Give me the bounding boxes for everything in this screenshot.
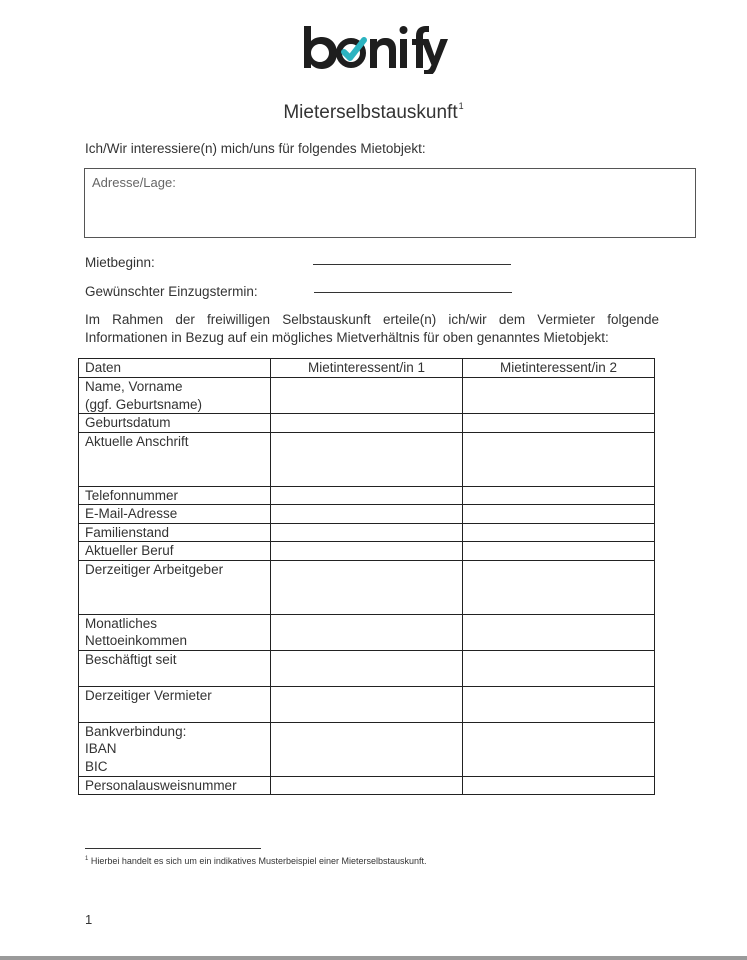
table-row	[79, 523, 655, 542]
table-row	[79, 614, 655, 650]
cell-applicant-1-name[interactable]	[271, 378, 463, 414]
cell-applicant-2-name[interactable]	[463, 378, 655, 414]
row-label-bankverbindung: Bankverbindung: IBAN BIC	[79, 722, 271, 776]
applicant-data-table	[78, 358, 655, 795]
page-bottom-border	[0, 956, 747, 960]
row-label-anschrift: Aktuelle Anschrift	[79, 432, 271, 486]
cell-applicant-2-einkommen[interactable]	[463, 614, 655, 650]
row-label-email: E-Mail-Adresse	[79, 505, 271, 524]
footnote-text: Hierbei handelt es sich um ein indikatives Musterbeispiel einer Mieterselbstauskunft.	[90, 856, 427, 866]
cell-applicant-2-beruf[interactable]	[463, 542, 655, 561]
cell-applicant-1-geburtsdatum[interactable]	[271, 414, 463, 433]
row-label-arbeitgeber: Derzeitiger Arbeitgeber	[79, 560, 271, 614]
cell-applicant-2-familienstand[interactable]	[463, 523, 655, 542]
consent-paragraph: Im Rahmen der freiwilligen Selbstauskunft erteile(n) ich/wir dem Vermieter folgende Informationen in Bezug auf ein mögliches Mietverhältnis für oben genanntes Mietobjekt:	[85, 312, 659, 345]
mietbeginn-input-line[interactable]	[313, 264, 511, 265]
header-applicant-2: Mietinteressent/in 2	[463, 359, 655, 378]
document-title	[0, 102, 747, 124]
cell-applicant-2-bankverbindung[interactable]	[463, 722, 655, 776]
table-row	[79, 560, 655, 614]
header-daten: Daten	[79, 359, 271, 378]
address-field[interactable]	[84, 168, 696, 238]
cell-applicant-1-telefon[interactable]	[271, 486, 463, 505]
table-row	[79, 505, 655, 524]
table-row	[79, 486, 655, 505]
header-applicant-1: Mietinteressent/in 1	[271, 359, 463, 378]
table-row	[79, 542, 655, 561]
einzugstermin-label: Gewünschter Einzugstermin:	[85, 284, 258, 299]
table-row	[79, 650, 655, 686]
cell-applicant-2-arbeitgeber[interactable]	[463, 560, 655, 614]
cell-applicant-1-beschaeftigt-seit[interactable]	[271, 650, 463, 686]
footnote	[85, 856, 427, 866]
cell-applicant-1-email[interactable]	[271, 505, 463, 524]
table-row	[79, 414, 655, 433]
cell-applicant-1-bankverbindung[interactable]	[271, 722, 463, 776]
cell-applicant-2-email[interactable]	[463, 505, 655, 524]
address-label: Adresse/Lage:	[92, 175, 176, 190]
table-row	[79, 722, 655, 776]
row-label-geburtsdatum: Geburtsdatum	[79, 414, 271, 433]
bonify-logo-graphic	[300, 22, 450, 74]
intro-text: Ich/Wir interessiere(n) mich/uns für folgendes Mietobjekt:	[85, 141, 426, 156]
einzugstermin-input-line[interactable]	[314, 292, 512, 293]
cell-applicant-2-geburtsdatum[interactable]	[463, 414, 655, 433]
cell-applicant-1-vermieter[interactable]	[271, 686, 463, 722]
row-label-einkommen: Monatliches Nettoeinkommen	[79, 614, 271, 650]
row-label-beruf: Aktueller Beruf	[79, 542, 271, 561]
cell-applicant-1-arbeitgeber[interactable]	[271, 560, 463, 614]
row-label-familienstand: Familienstand	[79, 523, 271, 542]
table-row	[79, 432, 655, 486]
cell-applicant-1-beruf[interactable]	[271, 542, 463, 561]
cell-applicant-1-familienstand[interactable]	[271, 523, 463, 542]
cell-applicant-2-telefon[interactable]	[463, 486, 655, 505]
row-label-vermieter: Derzeitiger Vermieter	[79, 686, 271, 722]
row-label-name: Name, Vorname (ggf. Geburtsname)	[79, 378, 271, 414]
table-row	[79, 686, 655, 722]
bonify-logo	[300, 22, 450, 74]
cell-applicant-2-ausweisnummer[interactable]	[463, 776, 655, 795]
page-number: 1	[85, 912, 93, 927]
cell-applicant-2-anschrift[interactable]	[463, 432, 655, 486]
cell-applicant-1-einkommen[interactable]	[271, 614, 463, 650]
row-label-beschaeftigt-seit: Beschäftigt seit	[79, 650, 271, 686]
row-label-ausweisnummer: Personalausweisnummer	[79, 776, 271, 795]
cell-applicant-1-ausweisnummer[interactable]	[271, 776, 463, 795]
cell-applicant-2-vermieter[interactable]	[463, 686, 655, 722]
table-row	[79, 378, 655, 414]
footnote-ref: 1	[85, 856, 89, 862]
mietbeginn-label: Mietbeginn:	[85, 255, 155, 270]
table-header-row	[79, 359, 655, 378]
cell-applicant-2-beschaeftigt-seit[interactable]	[463, 650, 655, 686]
document-title-text: Mieterselbstauskunft	[283, 102, 458, 123]
cell-applicant-1-anschrift[interactable]	[271, 432, 463, 486]
row-label-telefon: Telefonnummer	[79, 486, 271, 505]
title-footnote-ref: 1	[458, 101, 464, 111]
table-row	[79, 776, 655, 795]
footnote-divider	[85, 848, 261, 849]
